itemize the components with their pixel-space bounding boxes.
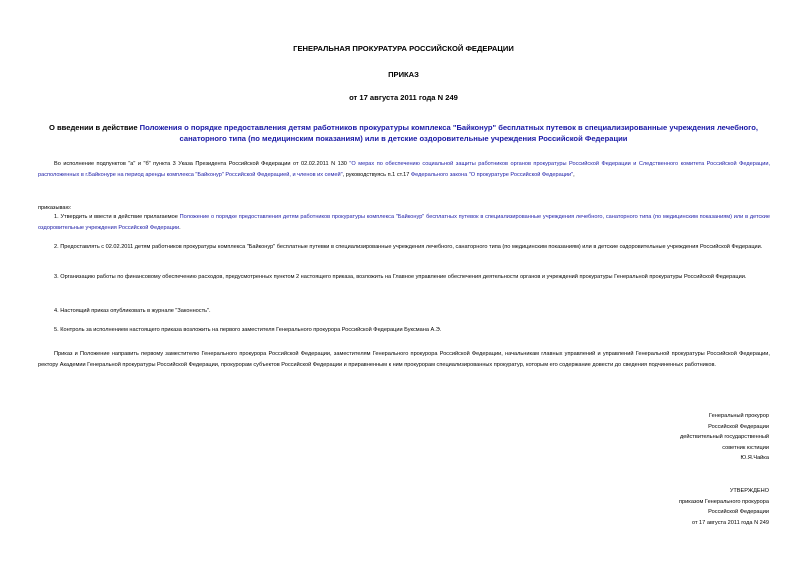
preamble-suffix: , <box>573 171 575 178</box>
order-item-2: 2. Предоставлять с 02.02.2011 детям работников прокуратуры комплекса "Байконур" бесплатные путевки в специализированные учреждения лечебного, санаторного типа (по медицинским показаниям) или в детские оздоровительные учреждения Российской Федерации. <box>54 244 763 250</box>
signature-block <box>569 411 769 464</box>
signature-line: Российской Федерации <box>708 423 769 430</box>
signature-line: действительный государственный <box>680 434 769 440</box>
preamble-prefix: Во исполнение подпунктов "а" и "б" пункта 3 Указа Президента Российской Федерации от 02.02.2011 N 130 <box>54 161 350 167</box>
signature-line: советник юстиции <box>722 444 769 451</box>
subject-prefix: О введении в действие <box>49 123 140 132</box>
approval-line: приказом Генерального прокурора <box>679 498 769 505</box>
document-date-number: от 17 августа 2011 года N 249 <box>349 93 458 102</box>
federal-law-link[interactable]: Федерального закона "О прокуратуре Российской Федерации" <box>410 171 574 178</box>
preamble-middle: , руководствуясь п.1 ст.17 <box>342 171 411 178</box>
regulation-link[interactable]: Положение о порядке предоставления детям работников прокуратуры комплекса "Байконур" бесплатных путевок в специализированные учреждения лечебного, санаторного типа (по медицинским показаниям) или в детские оздоровительные учреждения Российской Федерации <box>38 214 770 231</box>
order-item-3: 3. Организацию работы по финансовому обеспечению расходов, предусмотренных пунктом 2 настоящего приказа, возложить на Главное управление обеспечения деятельности органов и учреждений прокуратуры Генеральной прокуратуры Российской Федерации. <box>54 274 747 280</box>
distribution-paragraph: Приказ и Положение направить первому заместителю Генерального прокурора Российской Федерации, заместителям Генерального прокурора Российской Федерации, начальникам главных управлений и управлений Генеральной прокуратуры Российской Федерации, ректору Академии Генеральной прокуратуры Российской Федерации, прокурорам субъектов Российской Федерации и приравненным к ним прокурорам специализированных прокуратур, которым его содержание довести до сведения подчиненных работников. <box>38 351 770 368</box>
order-item-5: 5. Контроль за исполнением настоящего приказа возложить на первого заместителя Генерального прокурора Российской Федерации Буксмана А.Э. <box>54 327 442 333</box>
document-subject <box>30 122 777 144</box>
agency-heading: ГЕНЕРАЛЬНАЯ ПРОКУРАТУРА РОССИЙСКОЙ ФЕДЕРАЦИИ <box>293 44 514 53</box>
preamble-paragraph <box>38 159 770 180</box>
approval-line: Российской Федерации <box>708 509 769 515</box>
approval-title: УТВЕРЖДЕНО <box>729 488 769 494</box>
approval-line: от 17 августа 2011 года N 249 <box>691 519 769 526</box>
presidential-decree-link[interactable]: "О мерах по обеспечению социальной защиты работников органов прокуратуры Российской Федерации и Следственного комитета Российской Федерации, расположенных в г.Байконуре на период аренды комплекса "Байконур" Российской Федерацией, и членов их семей" <box>38 161 770 178</box>
order-word: приказываю: <box>38 205 72 211</box>
order-item-4: 4. Настоящий приказ опубликовать в журнале "Законность". <box>54 308 211 314</box>
signature-line: Генеральный прокурор <box>709 413 769 419</box>
order-item-1 <box>38 212 770 233</box>
item1-suffix: . <box>179 224 181 231</box>
signer-name: Ю.Я.Чайка <box>740 455 769 461</box>
subject-regulation-link[interactable]: Положения о порядке предоставления детям работников прокуратуры комплекса "Байконур" бесплатных путевок в специализированные учреждения лечебного, санаторного типа (по медицинским показаниям) или в детские оздоровительные учреждения Российской Федерации <box>139 123 758 143</box>
item1-prefix: 1. Утвердить и ввести в действие прилагаемое <box>54 214 180 220</box>
approval-block <box>569 486 769 528</box>
document-type: ПРИКАЗ <box>388 70 419 79</box>
